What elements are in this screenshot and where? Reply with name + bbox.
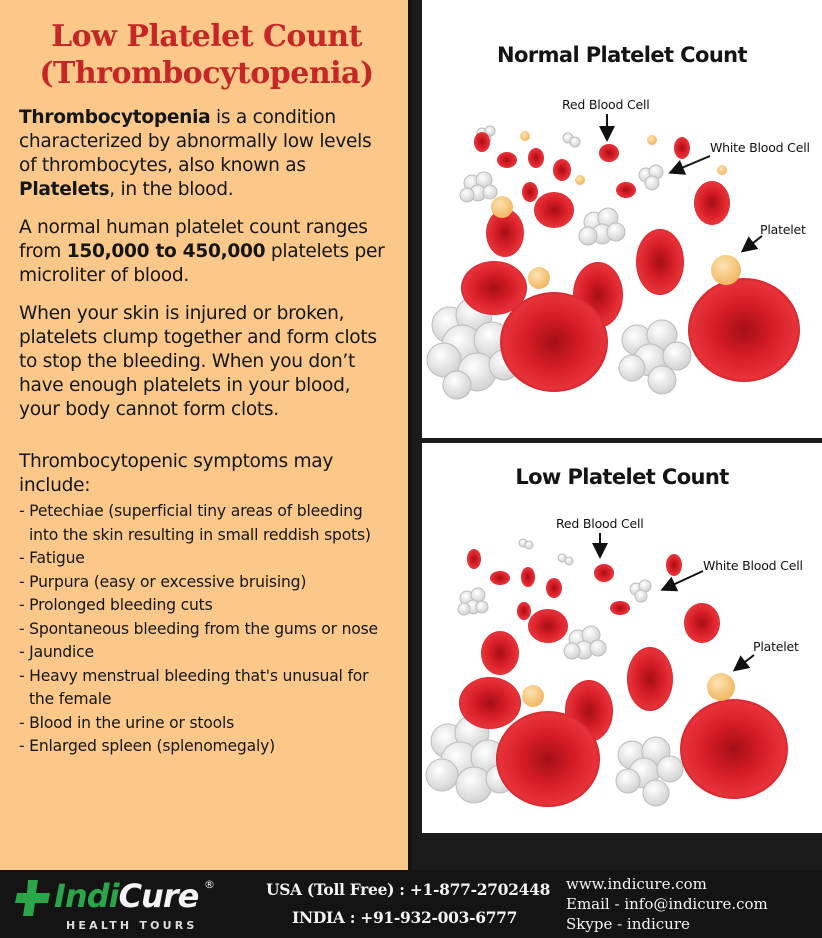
symptom-item: - Prolonged bleeding cuts bbox=[19, 596, 213, 614]
label-red-blood-cell: Red Blood Cell bbox=[562, 97, 650, 112]
white-blood-cell-cluster bbox=[519, 539, 651, 602]
intro-text-1: is a condition characterized by abnormally low levels of thrombocytes, also known as bbox=[19, 107, 372, 176]
symptom-item: - Petechiae (superficial tiny areas of bleeding into the skin resulting in small reddish spots) bbox=[19, 502, 371, 544]
symptom-item: - Enlarged spleen (splenomegaly) bbox=[19, 737, 276, 755]
low-blood-illustration bbox=[422, 443, 822, 833]
symptom-item: - Heavy menstrual bleeding that's unusual for the female bbox=[19, 666, 369, 708]
white-blood-cell-cluster bbox=[579, 208, 625, 245]
brand-tagline: HEALTH TOURS bbox=[66, 919, 198, 932]
brand-name-part-1: Indi bbox=[54, 877, 119, 915]
range-value: 150,000 to 450,000 bbox=[66, 241, 266, 262]
title-line-2: (Thrombocytopenia) bbox=[39, 56, 374, 91]
pointer-arrow bbox=[736, 655, 754, 669]
label-white-blood-cell: White Blood Cell bbox=[703, 558, 803, 573]
range-text-2: platelets per microliter of blood. bbox=[19, 241, 385, 286]
white-blood-cell-cluster bbox=[564, 626, 606, 659]
label-red-blood-cell: Red Blood Cell bbox=[556, 516, 644, 531]
symptom-item: - Blood in the urine or stools bbox=[19, 713, 235, 732]
term-platelets: Platelets bbox=[19, 179, 110, 200]
white-blood-cell-cluster bbox=[460, 172, 497, 202]
footer-bar bbox=[0, 870, 822, 938]
intro-paragraph bbox=[19, 106, 394, 202]
india-phone[interactable]: INDIA : +91-932-003-6777 bbox=[292, 908, 518, 927]
symptom-item: - Jaundice bbox=[19, 643, 94, 661]
skype-id[interactable]: Skype - indicure bbox=[566, 915, 690, 933]
symptom-item: - Spontaneous bleeding from the gums or nose bbox=[19, 619, 378, 638]
normal-diagram-title: Normal Platelet Count bbox=[497, 43, 747, 67]
label-platelet: Platelet bbox=[753, 639, 799, 654]
title-line-1: Low Platelet Count bbox=[51, 19, 362, 54]
symptoms-list bbox=[19, 500, 394, 759]
white-blood-cell-cluster bbox=[458, 588, 488, 615]
intro-text-2: , in the blood. bbox=[109, 179, 234, 200]
registered-mark: ® bbox=[204, 878, 215, 891]
web-contacts bbox=[566, 874, 768, 934]
red-blood-cells bbox=[459, 549, 788, 807]
white-blood-cell-cluster bbox=[639, 165, 663, 190]
symptom-item: - Fatigue bbox=[19, 549, 85, 567]
symptoms-intro: Thrombocytopenic symptoms may include: bbox=[19, 451, 334, 496]
range-paragraph bbox=[19, 216, 394, 288]
white-blood-cell-cluster bbox=[619, 320, 691, 394]
label-platelet: Platelet bbox=[760, 222, 806, 237]
website-link[interactable]: www.indicure.com bbox=[566, 875, 707, 893]
term-thrombocytopenia: Thrombocytopenia bbox=[19, 107, 211, 128]
brand-name-part-2: Cure bbox=[118, 877, 199, 915]
symptom-item: - Purpura (easy or excessive bruising) bbox=[19, 572, 307, 591]
usa-phone[interactable]: USA (Toll Free) : +1-877-2702448 bbox=[266, 880, 551, 899]
page-title bbox=[19, 18, 394, 92]
info-panel bbox=[0, 0, 412, 870]
low-platelet-diagram bbox=[422, 443, 822, 833]
pointer-arrow bbox=[744, 236, 762, 250]
diagrams-panel bbox=[416, 0, 822, 870]
brand-name bbox=[54, 876, 198, 916]
white-blood-cell-cluster bbox=[616, 737, 683, 806]
normal-platelet-diagram bbox=[422, 0, 822, 438]
email-link[interactable]: Email - info@indicure.com bbox=[566, 895, 768, 913]
label-white-blood-cell: White Blood Cell bbox=[710, 140, 810, 155]
clotting-paragraph: When your skin is injured or broken, platelets clump together and form clots to stop the bleeding. When you don’t have enough platelets in your blood, your body cannot form clots. bbox=[19, 303, 377, 420]
low-diagram-title: Low Platelet Count bbox=[515, 465, 729, 489]
pointer-arrow bbox=[672, 156, 710, 172]
medical-cross-icon bbox=[14, 878, 52, 918]
range-text-1: A normal human platelet count ranges from bbox=[19, 217, 368, 262]
